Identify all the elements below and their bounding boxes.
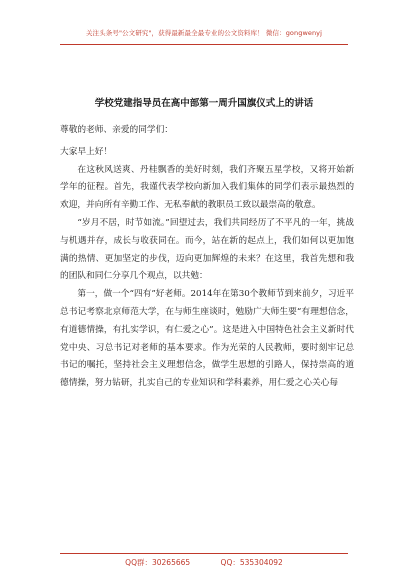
salutation: 尊敬的老师、亲爱的同学们： <box>60 125 173 135</box>
footer-qq-group: QQ群：30265665 <box>125 558 191 567</box>
paragraph: 第一，做一个“四有”好老师。2014年在第30个教师节到来前夕，习近平总书记考察北京师范大学，在与师生座谈时，勉励广大师生要“有理想信念，有道德情操，有扎实学识，有仁爱之心”。这是进入中国特色社会主义新时代党中央、习总书记对老师的基本要求。作为光荣的人民教师，要时刻牢记总书记的嘱托，坚持社会主义理想信念，做学生思想的引路人，保持崇高的道德情操，努力钻研，扎实自己的专业知识和学科素养，用仁爱之心关心每 <box>60 289 354 389</box>
footer-qq: QQ：535304092 <box>220 558 283 567</box>
document-body <box>60 122 354 393</box>
greeting: 大家早上好！ <box>60 146 113 157</box>
footer-divider <box>60 553 348 554</box>
header-banner: 关注头条号"公文研究"，获得最新最全最专业的公文资料库！ 微信：gongwenyj <box>85 29 323 37</box>
footer <box>0 557 408 568</box>
document-title: 学校党建指导员在高中部第一周升国旗仪式上的讲话 <box>94 98 314 109</box>
paragraph: 在这秋风送爽、丹桂飘香的美好时刻，我们齐聚五星学校，又将开始新学年的征程。首先，我谨代表学校向新加入我们集体的同学们表示最热烈的欢迎，并向所有辛勤工作、无私奉献的教职员工致以最崇高的敬意。 <box>60 164 354 211</box>
paragraph: “岁月不居，时节如流。”回望过去，我们共同经历了不平凡的一年，挑战与机遇并存，成长与收获同在。而今，站在新的起点上，我们如何以更加饱满的热情、更加坚定的步伐，迈向更加辉煌的未来？在这里，我首先想和我的团队和同仁分享几个观点，以共勉： <box>60 217 354 282</box>
header-divider <box>60 44 348 45</box>
